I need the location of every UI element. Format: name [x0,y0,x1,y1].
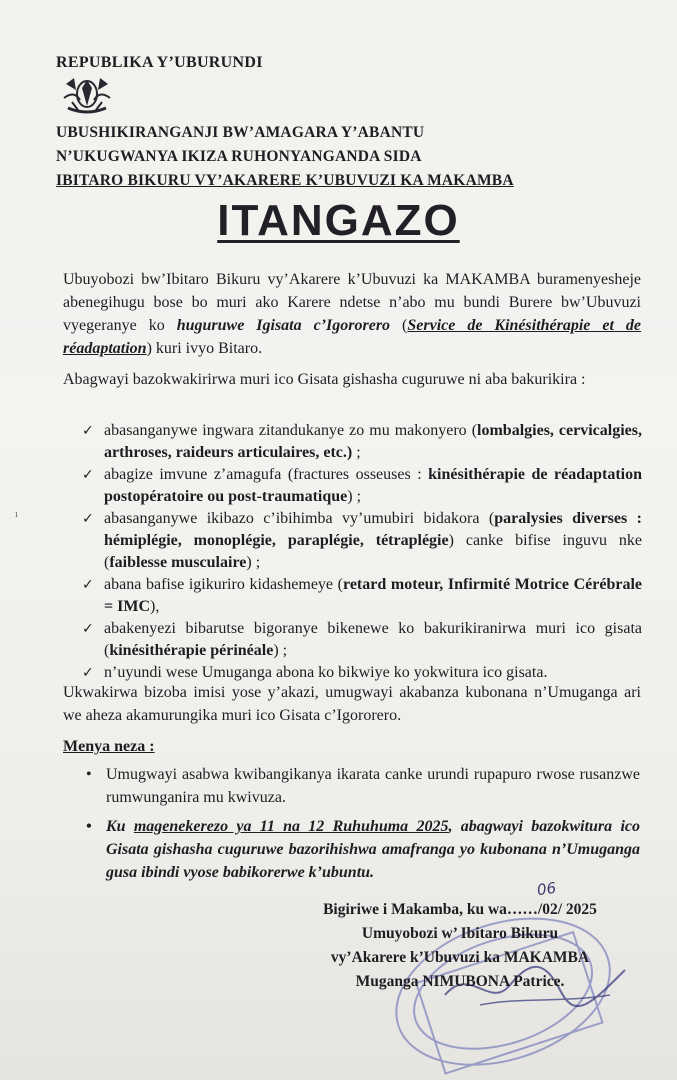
signature-block [290,898,630,994]
item-bold-text: retard moteur, Infirmité Motrice Cérébrale = IMC [104,576,642,615]
item-text: abasanganywe ikibazo c’ibihimba vy’umubiri bidakora ( [104,510,495,527]
item-text: abana bafise igikuriro kidashemeye ( [104,576,344,593]
reception-paragraph: Ukwakirwa bizoba imisi yose y’akazi, umugwayi akabanza kubonana n’Umuganga ari we aheza akamurungika muri ico Gisata c’Igororero. [63,684,641,724]
notes-list [84,763,640,890]
intro-service-name: huguruwe Igisata c’Igororero [176,317,391,334]
coat-of-arms-icon [60,76,114,114]
intro-service-french: Service de Kinésithérapie et de réadaptation [63,317,642,357]
notice-title: ITANGAZO [217,196,460,245]
handwritten-date: 06 [535,878,558,900]
item-text-end: ) ; [347,488,362,505]
item-bold-text: kinésithérapie de réadaptation postopératoire ou post-traumatique [104,466,642,505]
intro-text-c: ( [390,317,408,334]
list-item [82,574,642,618]
item-text-end: ), [150,598,160,615]
republic-heading: REPUBLIKA Y’UBURUNDI [56,54,263,71]
note-text: Umugwayi asabwa kwibangikanya ikarata canke urundi rupapuro rwose rusanzwe rumwunganira mu kwivuza. [106,766,640,806]
bullet-icon: • [86,818,92,835]
eligibility-intro: Abagwayi bazokwakirirwa muri ico Gisata gishasha cuguruwe ni aba bakurikira : [63,371,586,388]
signatory-name: Muganga NIMUBONA Patrice. [355,973,565,990]
checkmark-icon: ✓ [82,511,94,527]
checkmark-icon: ✓ [82,665,94,681]
item-bold-text: lombalgies, cervicalgies, arthroses, raideurs articulaires, etc.) [104,422,643,461]
list-item [82,420,642,464]
note-text-a: Ku [106,818,134,835]
list-item [82,464,642,508]
checkmark-icon: ✓ [82,423,94,439]
item-text-end: ; [352,444,361,461]
item-text-end: ) ; [246,554,261,571]
ministry-line-2: N’UKUGWANYA IKIZA RUHONYANGANDA SIDA [56,148,422,165]
list-item [84,815,640,884]
item-text-end: ) ; [273,642,288,659]
signatory-role: Umuyobozi w’ Ibitaro Bikuru [361,925,559,942]
item-bold-text: kinésithérapie périnéale [109,642,274,659]
margin-mark: ı [15,509,18,520]
list-item [84,763,640,809]
intro-paragraph [63,268,641,360]
intro-text-e: ) kuri ivyo Bitaro. [146,340,263,357]
checkmark-icon: ✓ [82,467,94,483]
ministry-line-1: UBUSHIKIRANGANJI BW’AMAGARA Y’ABANTU [56,124,425,141]
signatory-org: vy’Akarere k’Ubuvuzi ka MAKAMBA [330,949,590,966]
eligibility-list [82,420,642,684]
list-item [82,508,642,574]
note-dates: magenekerezo ya 11 na 12 Ruhuhuma 2025 [133,818,449,835]
item-text-mid: ) canke bifise inguvu nke ( [104,532,642,571]
bullet-icon: • [86,766,92,783]
note-text-c: , abagwayi bazokwitura ico Gisata gishasha cuguruwe bazorihishwa amafranga yo kubonana n’Umuganga gusa ibindi vyose babikorerwe k’ubuntu. [106,818,640,881]
item-text: abasanganywe ingwara zitandukanye zo mu makonyero ( [104,422,478,439]
item-text: abakenyezi bibarutse bigoranye bikenewe ko bakurikiranirwa muri ico gisata ( [104,620,642,659]
item-text: abagize imvune z’amagufa (fractures osseuses : [104,466,429,483]
item-bold-text: paralysies diverses : hémiplégie, monoplégie, paraplégie, tétraplégie [104,510,643,549]
notes-heading: Menya neza : [63,738,155,755]
item-bold-text-2: faiblesse musculaire [109,554,247,571]
checkmark-icon: ✓ [82,577,94,593]
list-item [82,618,642,662]
item-text: n’uyundi wese Umuganga abona ko bikwiye ko yokwitura ico gisata. [104,664,548,681]
intro-text-a: Ubuyobozi bw’Ibitaro Bikuru vy’Akarere k’Ubuvuzi ka MAKAMBA buramenyesheje abenegihugu bose bo muri ako Karere ndetse n’abo mu bundi Burere bw’Ubuvuzi vyegeranye ko [63,271,641,334]
place-date: Bigiriwe i Makamba, ku wa……/02/ 2025 [323,901,597,918]
checkmark-icon: ✓ [82,621,94,637]
ministry-heading [56,121,514,193]
hospital-line: IBITARO BIKURU VY’AKARERE K’UBUVUZI KA MAKAMBA [56,172,514,189]
